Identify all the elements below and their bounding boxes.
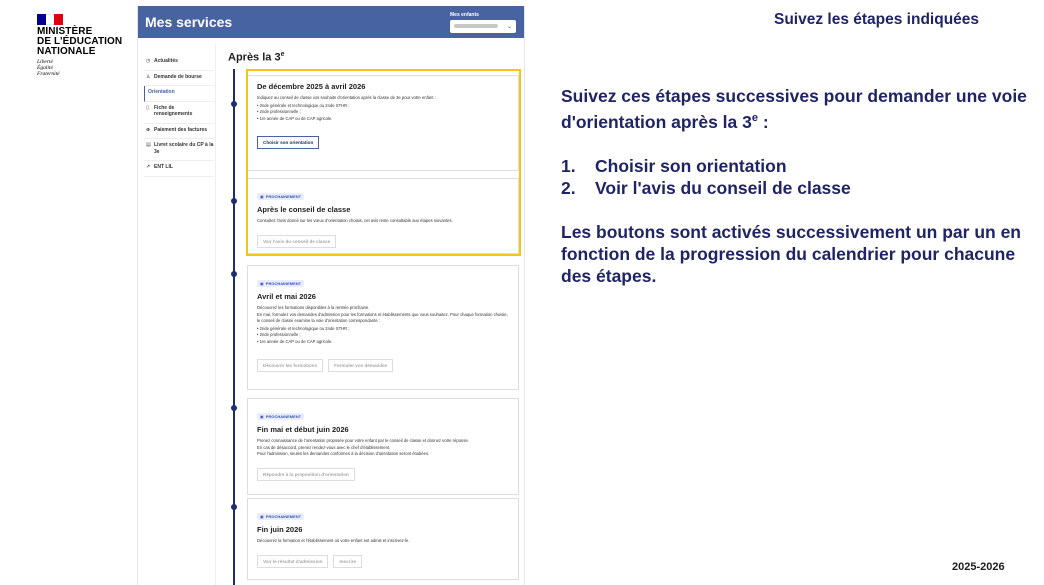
calendar-icon: ▣ [260,414,264,419]
child-name-blurred [454,24,498,28]
upcoming-badge: ▣ PROCHAINEMENT [257,513,304,520]
news-icon: ◷ [146,58,151,64]
sidebar-item-orientation[interactable]: Orientation [144,86,214,102]
explanation-intro: Suivez ces étapes successives pour demander une voie d'orientation après la 3e : [561,86,1027,132]
app-window [137,6,525,585]
ministry-logo [37,14,132,77]
calendar-icon: ▣ [260,514,264,519]
view-class-council-opinion-button[interactable]: Voir l'avis du conseil de classe [257,235,336,248]
upcoming-badge: ▣ PROCHAINEMENT [257,193,304,200]
enroll-button[interactable]: Inscrire [333,555,362,568]
step-text: Découvrez les formations disponibles à la rentrée prochaine. En mai, formulez vos demandes d'admission pour les formations et établissements que vous souhaitez. Pour chaque formation choisie, le conseil de classe examine la voie d'orientation correspondante : • 2nde générale et technologique ou 2nde STHR ; • 2nde professionnelle ; • 1re année de CAP ou de CAP agricole. [257,305,509,345]
timeline-dot [231,405,237,411]
calendar-icon: ▣ [260,281,264,286]
form-icon: ▯ [146,104,149,111]
step-title: Fin juin 2026 [257,525,303,534]
step-title: Avril et mai 2026 [257,292,316,301]
timeline-dot [231,271,237,277]
step-title: De décembre 2025 à avril 2026 [257,82,366,91]
explanation-text [561,85,1041,287]
logo-motto: Liberté Égalité Fraternité [37,59,60,77]
step-text: Indiquez au conseil de classe vos souhaits d'orientation après la classe de 3e pour votre enfant : • 2nde générale et technologique ou 2nde STHR ; • 2nde professionnelle ; • 1re année de CAP ou de CAP agricole. [257,95,509,122]
sidebar-item-bourse[interactable]: ♙ Demande de bourse [144,71,214,87]
child-selector [450,12,516,33]
logo-line: MINISTÈRE [37,26,93,37]
upcoming-badge: ▣ PROCHAINEMENT [257,280,304,287]
sidebar-item-fiche[interactable]: ▯ Fiche de renseignements [144,102,214,124]
answer-proposal-button[interactable]: Répondre à la proposition d'orientation [257,468,355,481]
step-card [247,265,519,390]
upcoming-badge: ▣ PROCHAINEMENT [257,413,304,420]
scholarship-icon: ♙ [146,73,151,80]
school-year: 2025-2026 [952,561,1005,573]
step-card [247,178,519,254]
step-item: 1. Choisir son orientation [561,155,787,176]
step-title: Fin mai et début juin 2026 [257,425,349,434]
french-flag-icon [37,14,63,25]
step-card [247,398,519,495]
app-title: Mes services [145,14,233,30]
sidebar-item-actualites[interactable]: ◷ Actualités [144,55,214,71]
step-card [247,498,519,580]
sidebar-item-livret[interactable]: ▤ Livret scolaire du CP à la 3e [144,139,214,161]
sidebar-divider [215,44,216,585]
submit-requests-button[interactable]: Formuler vos demandes [328,359,393,372]
discover-formations-button[interactable]: Découvrir les formations [257,359,323,372]
sidebar-item-ent[interactable]: ↗ ENT LIL [144,161,214,177]
sidebar-item-paiement[interactable]: ⊕ Paiement des factures [144,124,214,140]
child-select[interactable] [450,20,516,33]
payment-icon: ⊕ [146,126,151,133]
booklet-icon: ▤ [146,142,151,148]
step-text: Prenez connaissance de l'orientation proposée pour votre enfant par le conseil de classe et donnez votre réponse. En cas de désaccord, prenez rendez-vous avec le chef d'établissement. Pour l'admission, seules les demandes conformes à la décision d'orientation seront étudiées. [257,438,469,456]
sidebar-nav [144,55,214,177]
timeline-dot [231,504,237,510]
step-title: Après le conseil de classe [257,205,351,214]
slide-heading: Suivez les étapes indiquées [774,11,980,28]
child-selector-label: Mes enfants [450,11,479,18]
external-link-icon: ↗ [146,164,151,170]
step-item: 2. Voir l'avis du conseil de classe [561,177,851,198]
calendar-icon: ▣ [260,194,264,199]
steps-list [561,155,1041,199]
explanation-note: Les boutons sont activés successivement un par un en fonction de la progression du calendrier pour chacune des étapes. [561,221,1021,286]
step-text: Découvrez la formation et l'établissement où votre enfant est admis et inscrivez-le. [257,538,410,543]
app-header [138,6,524,38]
step-card [247,75,519,171]
chevron-down-icon: ⌄ [506,23,512,30]
timeline-dot [231,198,237,204]
logo-line: DE L'ÉDUCATION [37,36,123,47]
view-admission-result-button[interactable]: Voir le résultat d'admission [257,555,328,568]
page-title: Après la 3e [228,51,285,64]
choose-orientation-button[interactable]: Choisir son orientation [257,136,319,149]
timeline-dot [231,101,237,107]
logo-line: NATIONALE [37,46,96,57]
step-text: Consultez l'avis donné sur les vœux d'orientation choisis, cet avis reste consultable aux étapes suivantes. [257,218,453,223]
